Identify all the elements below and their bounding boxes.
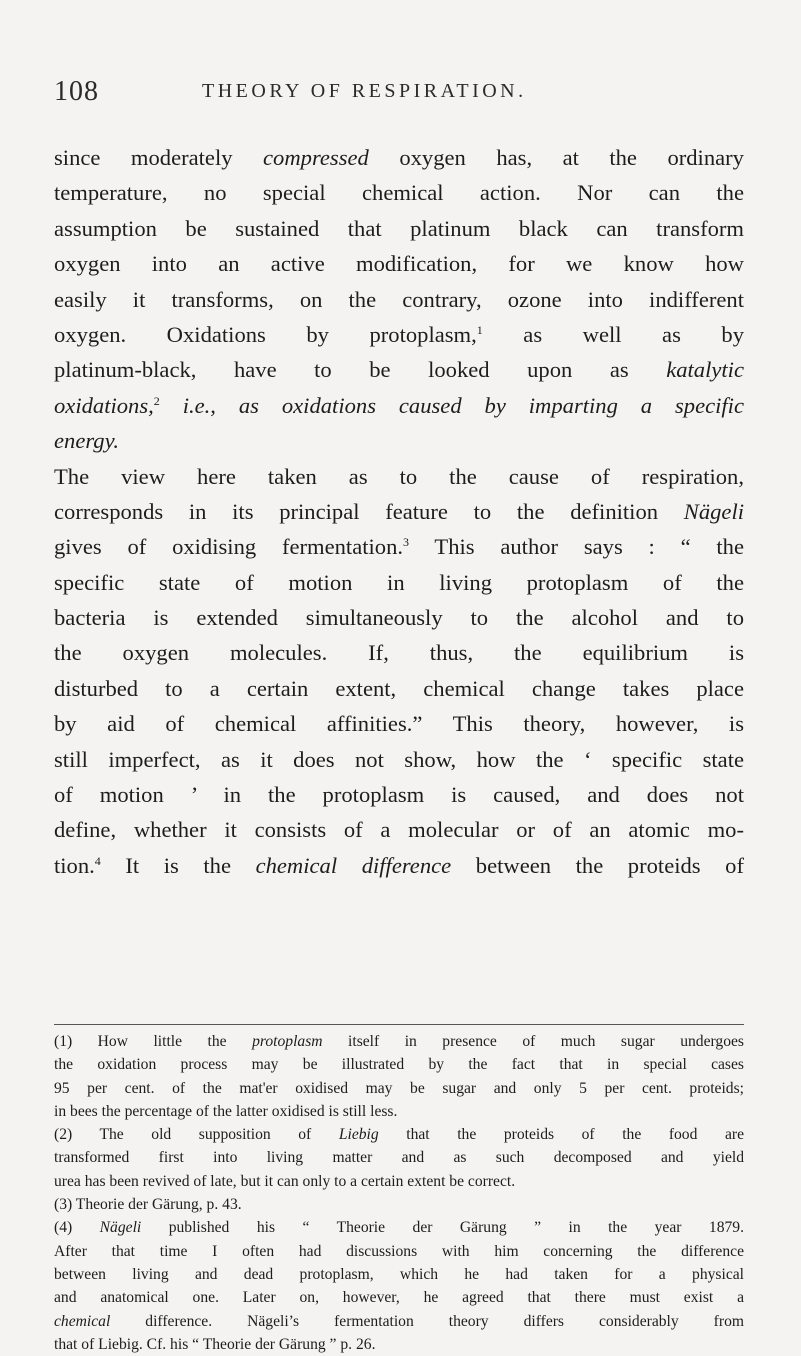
body-line	[54, 635, 744, 670]
body-line	[54, 282, 744, 317]
text-run: and anatomical one. Later on, however, he agreed that there must exist a	[54, 1289, 744, 1307]
footnote-marker: 3	[403, 535, 410, 550]
running-title: THEORY OF RESPIRATION.	[202, 80, 527, 102]
body-line	[54, 777, 744, 812]
text-run: between the proteids of	[451, 852, 744, 878]
footnote-marker: 4	[94, 853, 101, 868]
body-line	[54, 140, 744, 175]
text-run: disturbed to a certain extent, chemical change takes place	[54, 675, 744, 701]
footnote-line	[54, 1123, 744, 1146]
text-run: that of Liebig. Cf. his “ Theorie der Gärung ” p. 26.	[54, 1335, 376, 1353]
italic-text: Nägeli	[683, 498, 744, 524]
footnote-line	[54, 1286, 744, 1309]
body-line	[54, 565, 744, 600]
text-run: It is the	[100, 852, 256, 878]
footnote-line	[54, 1216, 744, 1239]
text-run: corresponds in its principal feature to the definition	[54, 498, 684, 524]
body-line	[54, 529, 744, 564]
footnote-rule	[54, 1024, 744, 1025]
italic-text: energy.	[54, 428, 120, 454]
text-run: the oxygen molecules. If, thus, the equilibrium is	[54, 640, 744, 666]
text-run: tion.	[54, 852, 95, 878]
footnote-line	[54, 1263, 744, 1286]
text-run: define, whether it consists of a molecular or of an atomic mo-	[54, 817, 744, 843]
italic-text: i.e., as oxidations caused by imparting a specific	[182, 392, 744, 418]
italic-text: protoplasm	[252, 1033, 323, 1050]
body-line	[54, 388, 744, 423]
footnote-marker: 2	[153, 393, 160, 408]
text-run: oxygen into an active modification, for we know how	[54, 251, 744, 277]
italic-text: Nägeli	[99, 1219, 142, 1237]
italic-text: chemical difference	[255, 852, 452, 878]
body-line	[54, 706, 744, 741]
footnote-line	[54, 1170, 744, 1193]
body-line	[54, 317, 744, 352]
text-run: transformed first into living matter and as such decomposed and yield	[54, 1149, 744, 1167]
italic-text: katalytic	[666, 357, 744, 383]
italic-text: oxidations,	[54, 392, 154, 418]
text-run: gives of oxidising fermentation.	[54, 534, 404, 560]
footnote-line	[54, 1100, 744, 1123]
text-run: easily it transforms, on the contrary, ozone into indifferent	[54, 286, 744, 312]
text-run: specific state of motion in living protoplasm of the	[54, 569, 744, 595]
text-run: of motion ’ in the protoplasm is caused, and does not	[54, 782, 744, 808]
footnotes	[54, 1030, 744, 1356]
footnote-line	[54, 1310, 744, 1333]
text-run: platinum-black, have to be looked upon as	[54, 357, 667, 383]
text-run: (4)	[54, 1219, 100, 1237]
footnote-line	[54, 1077, 744, 1100]
body-line	[54, 742, 744, 777]
body-line	[54, 175, 744, 210]
body-line	[54, 352, 744, 387]
footnote-line	[54, 1053, 744, 1076]
body-line	[54, 211, 744, 246]
body-line	[54, 423, 744, 458]
body-line	[54, 600, 744, 635]
text-run: bacteria is extended simultaneously to the alcohol and to	[54, 605, 744, 631]
text-run: since moderately	[54, 145, 264, 170]
text-run: temperature, no special chemical action. Nor can the	[54, 180, 744, 206]
text-run: by aid of chemical affinities.” This theory, however, is	[54, 711, 744, 737]
footnote-line	[54, 1030, 744, 1053]
text-run: (1) How little the	[54, 1033, 253, 1050]
body-line	[54, 459, 744, 494]
text-run: between living and dead protoplasm, which he had taken for a physical	[54, 1265, 744, 1283]
body-line	[54, 671, 744, 706]
footnote-line	[54, 1240, 744, 1263]
text-run: (3) Theorie der Gärung, p. 43.	[54, 1196, 242, 1214]
page-number: 108	[54, 76, 99, 107]
body-text	[54, 140, 744, 883]
text-run: The view here taken as to the cause of respiration,	[54, 463, 744, 489]
footnote-marker: 1	[476, 322, 483, 337]
italic-text: compressed	[263, 145, 369, 170]
text-run: in bees the percentage of the latter oxidised is still less.	[54, 1102, 398, 1120]
body-line	[54, 812, 744, 847]
text-run: the oxidation process may be illustrated by the fact that in special cases	[54, 1056, 744, 1074]
text-run: as well as by	[482, 321, 744, 347]
italic-text: chemical	[54, 1312, 111, 1330]
text-run: After that time I often had discussions with him concerning the difference	[54, 1242, 744, 1260]
text-run: that the proteids of the food are	[378, 1126, 745, 1144]
text-run: published his “ Theorie der Gärung ” in the year 1879.	[141, 1219, 744, 1237]
text-run: oxygen has, at the ordinary	[368, 145, 744, 170]
text-run: urea has been revived of late, but it can only to a certain extent be correct.	[54, 1172, 516, 1190]
body-line	[54, 246, 744, 281]
body-line	[54, 494, 744, 529]
text-run: oxygen. Oxidations by protoplasm,	[54, 321, 477, 347]
text-run: difference. Nägeli’s fermentation theory differs considerably from	[110, 1312, 744, 1330]
text-run: still imperfect, as it does not show, how the ‘ specific state	[54, 746, 744, 772]
footnote-line	[54, 1333, 744, 1356]
footnote-line	[54, 1193, 744, 1216]
text-run: itself in presence of much sugar undergoes	[322, 1033, 744, 1050]
text-run: assumption be sustained that platinum black can transform	[54, 215, 744, 241]
body-line	[54, 848, 744, 883]
running-head	[54, 76, 744, 110]
text-run	[160, 393, 183, 418]
text-run: 95 per cent. of the mat'er oxidised may be sugar and only 5 per cent. proteids;	[54, 1079, 744, 1097]
footnote-line	[54, 1146, 744, 1169]
text-run: This author says : “ the	[409, 534, 744, 560]
italic-text: Liebig	[338, 1126, 379, 1144]
text-run: (2) The old supposition of	[54, 1126, 339, 1144]
